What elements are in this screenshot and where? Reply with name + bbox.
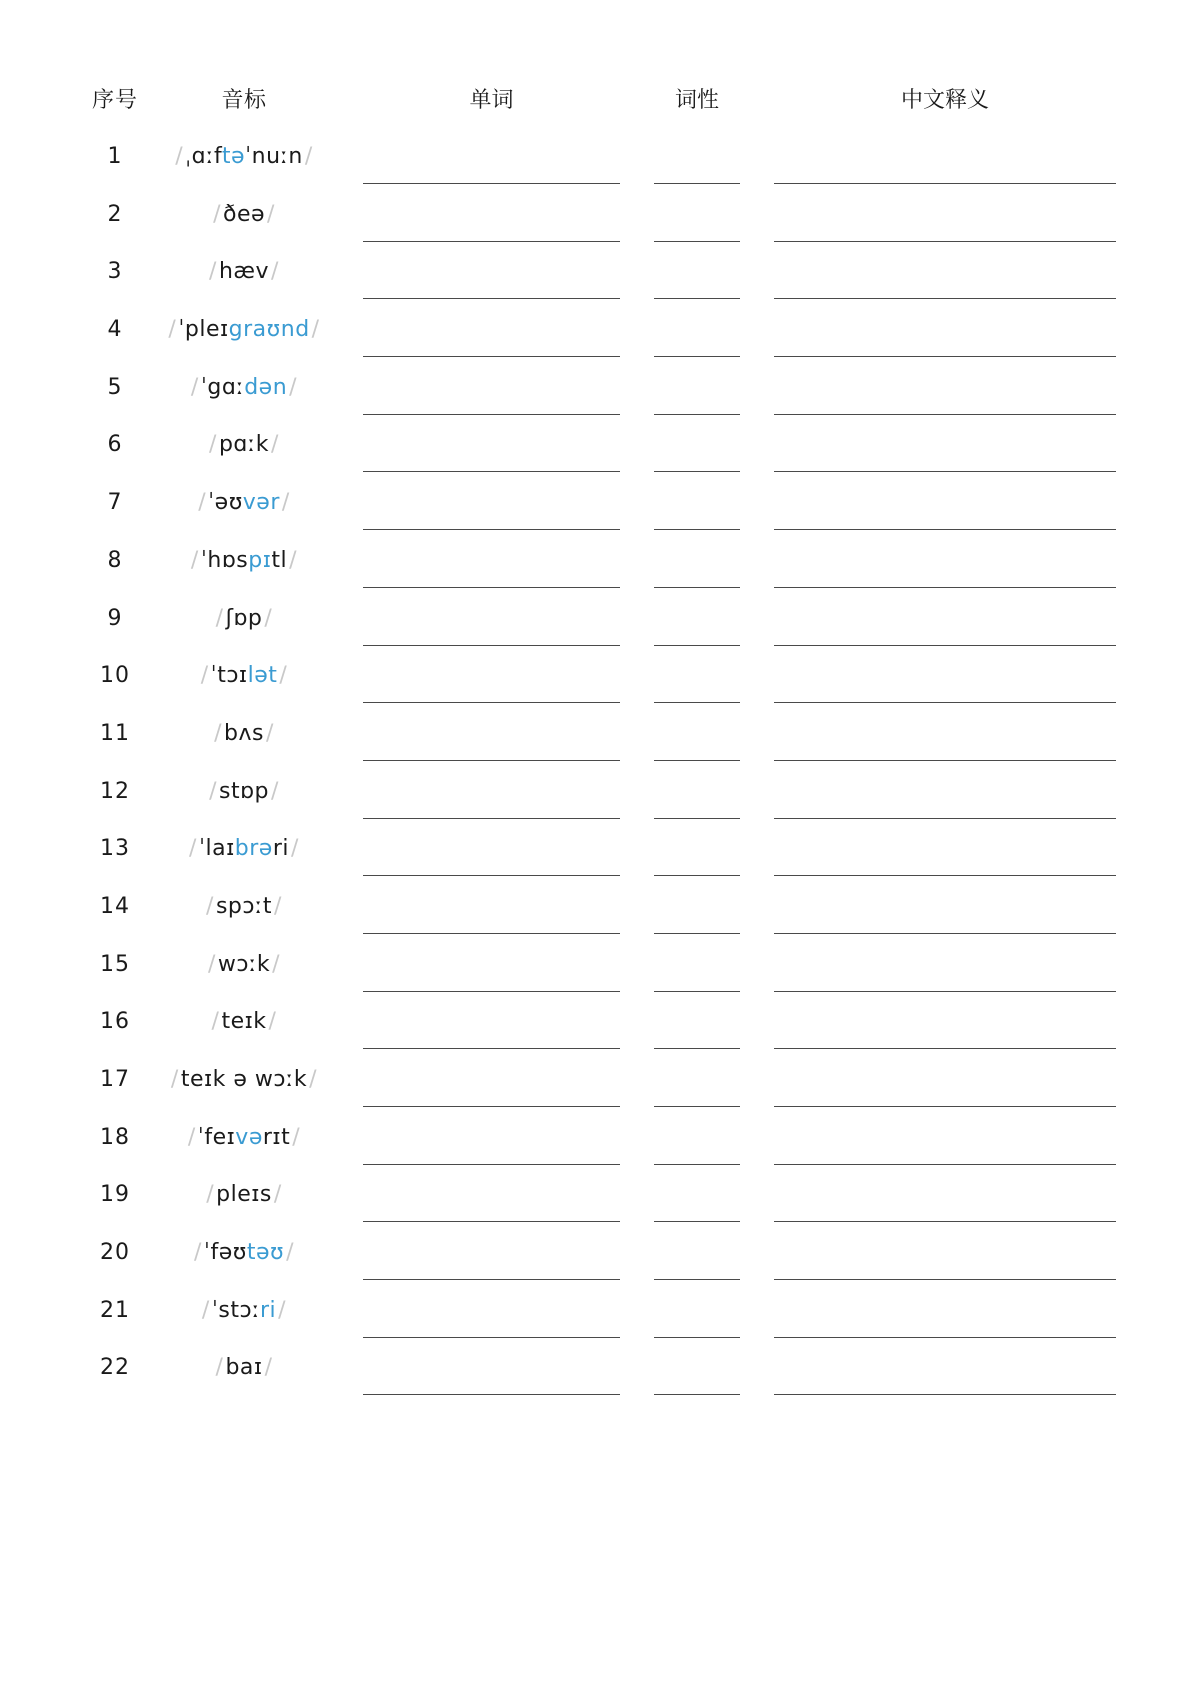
row-number: 20 [100,1240,130,1266]
meaning-answer-line [774,356,1116,357]
table-row [0,474,1190,532]
word-answer-line [363,241,620,242]
word-answer-line [363,1337,620,1338]
phonetic-segment: bʌs [224,720,264,746]
table-row [0,1339,1190,1397]
word-answer-line [363,298,620,299]
meaning-answer-line [774,529,1116,530]
phonetic-transcription [154,142,334,172]
phonetic-segment-highlighted: dən [244,374,288,400]
phonetic-segment: ˈtɔɪ [210,663,248,689]
slash-open: / [211,1009,220,1035]
row-number: 16 [100,1009,130,1035]
slash-close: / [271,259,279,285]
row-number: 9 [107,605,123,631]
table-row [0,820,1190,878]
part-of-speech-answer-line [654,414,740,415]
slash-close: / [272,951,281,977]
row-number: 15 [100,951,130,977]
slash-open: / [200,663,209,689]
meaning-answer-line [774,760,1116,761]
phonetic-transcription [154,1180,334,1210]
word-answer-line [363,991,620,992]
part-of-speech-answer-line [654,298,740,299]
row-number: 11 [100,720,130,746]
phonetic-segment-highlighted: pɪ [248,547,272,573]
phonetic-segment: ˈgɑː [200,374,245,400]
phonetic-segment: ri [272,836,290,862]
slash-open: / [170,1067,179,1092]
phonetic-segment: rɪt [262,1124,291,1150]
row-number: 17 [100,1067,130,1092]
phonetic-transcription [154,604,334,634]
table-row [0,647,1190,705]
header-meaning: 中文释义 [900,88,989,113]
phonetic-segment-highlighted: və [235,1124,263,1150]
table-header [0,84,1190,118]
slash-open: / [209,432,217,458]
phonetic-segment: ˈhɒs [200,547,249,573]
slash-close: / [309,1067,318,1092]
slash-open: / [209,778,217,804]
phonetic-transcription [154,777,334,807]
phonetic-segment: teɪk [221,1009,267,1035]
meaning-answer-line [774,875,1116,876]
part-of-speech-answer-line [654,1394,740,1395]
table-row [0,763,1190,821]
slash-close: / [264,1355,273,1381]
row-number: 5 [107,374,123,400]
slash-open: / [193,1240,202,1266]
word-answer-line [363,875,620,876]
slash-close: / [289,547,298,573]
slash-close: / [264,605,273,631]
slash-close: / [265,720,274,746]
slash-close: / [267,201,275,227]
slash-open: / [175,144,184,169]
phonetic-transcription [154,546,334,576]
phonetic-segment: ˈpleɪ [178,317,229,343]
slash-close: / [268,1009,277,1035]
meaning-answer-line [774,1048,1116,1049]
meaning-answer-line [774,183,1116,184]
table-row [0,359,1190,417]
part-of-speech-answer-line [654,818,740,819]
slash-close: / [278,1297,287,1323]
row-number: 4 [107,317,123,343]
phonetic-transcription [154,1296,334,1326]
part-of-speech-answer-line [654,529,740,530]
row-number: 7 [107,490,123,516]
slash-open: / [198,490,207,516]
part-of-speech-answer-line [654,991,740,992]
slash-open: / [189,836,197,862]
part-of-speech-answer-line [654,1106,740,1107]
phonetic-transcription [154,315,334,345]
meaning-answer-line [774,414,1116,415]
part-of-speech-answer-line [654,587,740,588]
word-answer-line [363,818,620,819]
phonetic-segment-highlighted: lət [247,663,278,689]
slash-open: / [190,374,199,400]
phonetic-transcription [154,719,334,749]
table-row [0,590,1190,648]
phonetic-segment: spɔːt [215,893,273,919]
phonetic-transcription [154,430,334,460]
word-answer-line [363,1164,620,1165]
meaning-answer-line [774,645,1116,646]
meaning-answer-line [774,991,1116,992]
header-word: 单词 [469,88,514,113]
row-number: 14 [100,893,130,919]
phonetic-segment: ˈlaɪ [198,836,235,862]
slash-open: / [214,720,223,746]
phonetic-transcription [154,1065,334,1095]
table-row [0,1051,1190,1109]
row-number: 18 [100,1124,130,1150]
part-of-speech-answer-line [654,356,740,357]
slash-open: / [187,1124,196,1150]
meaning-answer-line [774,1106,1116,1107]
phonetic-segment-highlighted: graʊnd [228,317,310,343]
table-row [0,1224,1190,1282]
part-of-speech-answer-line [654,1164,740,1165]
table-row [0,1166,1190,1224]
meaning-answer-line [774,1394,1116,1395]
word-answer-line [363,529,620,530]
phonetic-segment-highlighted: ri [259,1297,277,1323]
phonetic-segment: teɪk ə wɔːk [180,1067,308,1092]
slash-close: / [291,836,299,862]
row-number: 19 [100,1182,130,1208]
meaning-answer-line [774,471,1116,472]
slash-open: / [215,1355,224,1381]
word-answer-line [363,933,620,934]
header-number: 序号 [91,88,138,113]
table-row [0,532,1190,590]
phonetic-segment: ˈstɔː [211,1297,260,1323]
meaning-answer-line [774,241,1116,242]
phonetic-transcription [154,200,334,230]
phonetic-segment-highlighted: brə [234,836,273,862]
phonetic-segment: ðeə [222,201,266,227]
phonetic-transcription [154,1238,334,1268]
phonetic-transcription [154,950,334,980]
table-row [0,128,1190,186]
word-answer-line [363,587,620,588]
slash-close: / [304,144,313,169]
phonetic-segment-highlighted: tə [221,144,246,169]
phonetic-segment: ˌɑːf [185,144,222,169]
phonetic-segment: ˈfeɪ [197,1124,236,1150]
row-number: 1 [107,144,123,169]
word-answer-line [363,1394,620,1395]
word-answer-line [363,645,620,646]
phonetic-segment: ʃɒp [225,605,263,631]
part-of-speech-answer-line [654,241,740,242]
phonetic-segment: ˈfəʊ [203,1240,247,1266]
row-number: 8 [107,547,123,573]
phonetic-transcription [154,834,334,864]
slash-open: / [168,317,177,343]
meaning-answer-line [774,1279,1116,1280]
phonetic-segment-highlighted: təʊ [246,1240,285,1266]
meaning-answer-line [774,1221,1116,1222]
row-number: 3 [107,259,123,285]
table-row [0,878,1190,936]
word-answer-line [363,183,620,184]
slash-open: / [207,951,216,977]
phonetic-transcription [154,661,334,691]
phonetic-transcription [154,1007,334,1037]
word-answer-line [363,471,620,472]
part-of-speech-answer-line [654,471,740,472]
phonetic-segment: ˈəʊ [208,490,243,516]
phonetic-segment-highlighted: vər [242,490,280,516]
meaning-answer-line [774,1337,1116,1338]
slash-close: / [281,490,290,516]
slash-close: / [292,1124,301,1150]
phonetic-transcription [154,373,334,403]
table-row [0,936,1190,994]
phonetic-transcription [154,488,334,518]
word-answer-line [363,356,620,357]
meaning-answer-line [774,298,1116,299]
row-number: 6 [107,432,123,458]
word-answer-line [363,760,620,761]
slash-open: / [206,893,214,919]
phonetic-segment: hæv [218,259,270,285]
part-of-speech-answer-line [654,1048,740,1049]
meaning-answer-line [774,1164,1116,1165]
slash-open: / [209,259,217,285]
part-of-speech-answer-line [654,875,740,876]
slash-close: / [271,432,279,458]
meaning-answer-line [774,818,1116,819]
table-row [0,186,1190,244]
table-row [0,301,1190,359]
row-number: 21 [100,1297,130,1323]
row-number: 22 [100,1355,130,1381]
phonetic-transcription [154,257,334,287]
slash-close: / [286,1240,294,1266]
part-of-speech-answer-line [654,1279,740,1280]
slash-close: / [273,1182,282,1208]
slash-open: / [213,201,221,227]
word-answer-line [363,414,620,415]
header-part-of-speech: 词性 [674,88,719,113]
phonetic-segment: baɪ [225,1355,263,1381]
row-number: 13 [100,836,130,862]
phonetic-segment: tl [271,547,288,573]
meaning-answer-line [774,587,1116,588]
row-number: 12 [100,778,130,804]
slash-close: / [311,317,320,343]
phonetic-transcription [154,1123,334,1153]
word-answer-line [363,1106,620,1107]
word-answer-line [363,1279,620,1280]
part-of-speech-answer-line [654,1221,740,1222]
table-row [0,705,1190,763]
vocabulary-list [0,128,1190,1397]
part-of-speech-answer-line [654,645,740,646]
table-row [0,1282,1190,1340]
table-row [0,243,1190,301]
row-number: 10 [100,663,130,689]
phonetic-segment: pleɪs [216,1182,272,1208]
phonetic-segment: pɑːk [218,432,270,458]
part-of-speech-answer-line [654,183,740,184]
word-answer-line [363,702,620,703]
header-phonetic: 音标 [221,88,267,113]
phonetic-transcription [154,892,334,922]
row-number: 2 [107,201,123,227]
part-of-speech-answer-line [654,933,740,934]
slash-close: / [279,663,288,689]
part-of-speech-answer-line [654,702,740,703]
meaning-answer-line [774,933,1116,934]
table-row [0,416,1190,474]
meaning-answer-line [774,702,1116,703]
phonetic-segment: wɔːk [217,951,271,977]
phonetic-segment: ˈnuːn [245,144,303,169]
slash-open: / [190,547,199,573]
slash-close: / [274,893,282,919]
part-of-speech-answer-line [654,1337,740,1338]
slash-open: / [215,605,224,631]
part-of-speech-answer-line [654,760,740,761]
slash-close: / [289,374,298,400]
table-row [0,1109,1190,1167]
word-answer-line [363,1048,620,1049]
phonetic-transcription [154,1353,334,1383]
phonetic-segment: stɒp [218,778,270,804]
slash-open: / [201,1297,210,1323]
slash-close: / [271,778,279,804]
table-row [0,993,1190,1051]
word-answer-line [363,1221,620,1222]
slash-open: / [206,1182,215,1208]
